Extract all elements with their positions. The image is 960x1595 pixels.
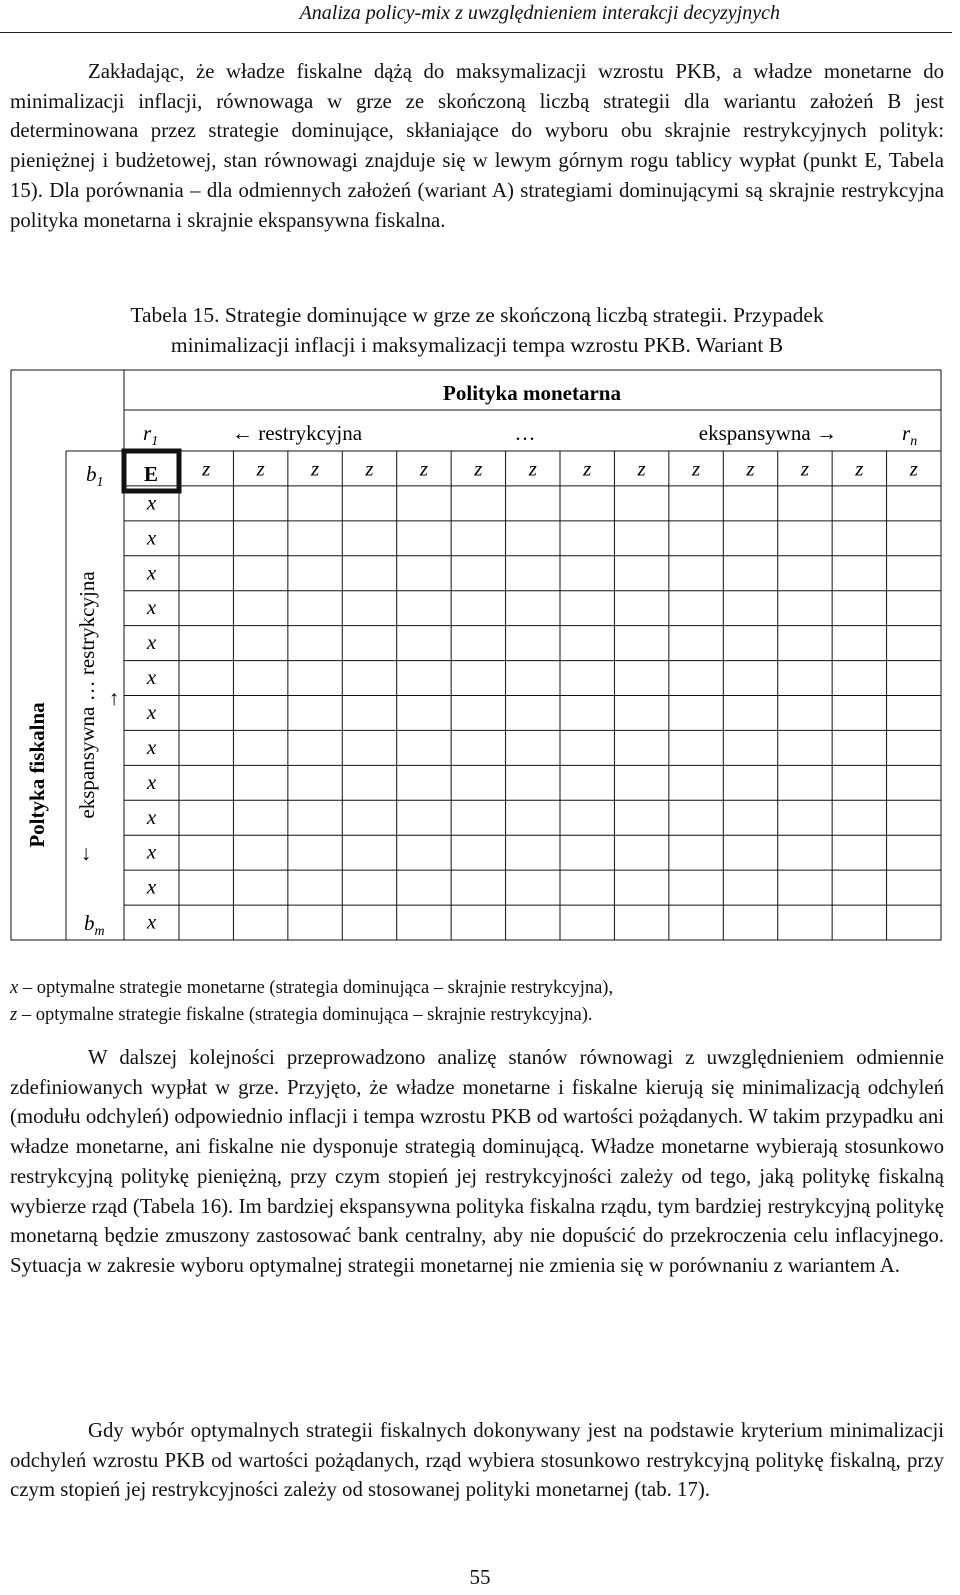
legend-z-line [10,1002,944,1029]
payoff-table [0,360,960,950]
x-cell: x [146,560,157,585]
paragraph-3: Gdy wybór optymalnych strategii fiskalnych dokonywany jest na podstawie kryterium minimalizacji odchyleń wzrostu PKB od wartości pożądanych, rząd wybiera stosunkowo restrykcyjną politykę fiskalną, przy czym stopień jej restrykcyjności zależy od stosowanej polityki monetarnej (tab. 17). [10,1419,944,1502]
row-first-label: $b_1$ [86,462,104,490]
x-cell: x [146,734,157,759]
z-cell: z [800,456,810,481]
x-cell: x [146,839,157,864]
x-cell: x [146,490,157,515]
col-ellipsis: … [514,421,536,445]
monetary-optimal-column [146,490,157,933]
row-axis-arrow-up-icon: ↑ [108,686,120,710]
legend-x-text: – optymalne strategie monetarne (strategia dominująca – skrajnie restrykcyjna), [18,978,614,998]
paragraph-1: Zakładając, że władze fiskalne dążą do maksymalizacji wzrostu PKB, a władze monetarne do minimalizacji inflacji, równowaga w grze ze skończoną liczbą strategii dla wariantu założeń B jest determinowana przez strategie dominujące, skłaniające do wyboru obu skrajnie restrykcyjnych polityk: pieniężnej i budżetowej, stan równowagi znajduje się w lewym górnym rogu tablicy wypłat (punkt E, Tabela 15). Dla porównania – dla odmiennych założeń (wariant A) strategiami dominującymi są skrajnie restrykcyjna polityka monetarna i skrajnie ekspansywna fiskalna. [10,60,944,232]
row-axis-label: ekspansywna … restrykcyjna [75,571,99,819]
running-header-title: Analiza policy-mix z uwzględnieniem interakcji decyzyjnych [299,2,780,24]
x-cell: x [146,804,157,829]
table-caption-line-2: minimalizacji inflacji i maksymalizacji tempa wzrostu PKB. Wariant B [170,333,784,357]
row-axis-arrow-down-icon: ↓ [80,841,92,865]
x-cell: x [146,699,157,724]
legend-x-line [10,975,944,1002]
z-cell: z [583,456,592,481]
x-cell: x [146,595,157,620]
paragraph-2: W dalszej kolejności przeprowadzono analizę stanów równowagi z uwzględnieniem odmiennie zdefiniowanych wypłat w grze. Przyjęto, że władze monetarne i fiskalne kierują się minimalizacją odchyleń (modułu odchyleń) odpowiednio inflacji i tempa wzrostu PKB od wartości pożądanych. W takim przypadku ani władze monetarne, ani fiskalne nie dysponuje strategią dominującą. Władze monetarne wybierają stosunkowo restrykcyjną politykę pieniężną, przy czym stopień jej restrykcyjności zależy od tego, jaką politykę fiskalną wybierze rząd (Tabela 16). Im bardziej ekspansywna polityka fiskalna rządu, tym bardziej restrykcyjną politykę monetarną będzie zmuszony zastosować bank centralny, aby nie dopuścić do przekroczenia celu inflacyjnego. Sytuacja w zakresie wyboru optymalnej strategii monetarnej nie zmienia się w porównaniu z wariantem A. [10,1046,944,1277]
page-number: 55 [469,1565,491,1589]
z-cell: z [474,456,483,481]
x-cell: x [146,909,157,934]
z-cell: z [365,456,374,481]
row-group-label: Poltyka fiskalna [25,702,49,848]
z-cell: z [202,456,211,481]
equilibrium-label: E [143,462,159,486]
x-cell: x [146,630,157,655]
table-legend [10,975,944,1029]
z-cell: z [746,456,755,481]
legend-x-symbol: x [10,978,19,998]
x-cell: x [146,525,157,550]
col-group-label: Polityka monetarna [443,381,621,405]
z-cell: z [855,456,864,481]
x-cell: x [146,665,157,690]
table-caption-line-1: Tabela 15. Strategie dominujące w grze ze skończoną liczbą strategii. Przypadek [130,303,824,327]
z-cell: z [256,456,265,481]
z-cell: z [419,456,429,481]
running-header [0,0,952,33]
z-cell: z [637,456,646,481]
col-first-label: $r_1$ [143,421,159,449]
z-cell: z [909,456,918,481]
x-cell: x [146,874,157,899]
col-restrictive-label: ← restrykcyjna [232,421,363,445]
col-expansive-label: ekspansywna → [698,421,837,445]
z-cell: z [528,456,537,481]
row-last-label: $b_m$ [84,911,105,939]
z-cell: z [310,456,320,481]
z-cell: z [691,456,701,481]
legend-z-symbol: z [10,1005,18,1025]
table-caption [10,300,944,360]
legend-z-text: – optymalne strategie fiskalne (strategia dominująca – skrajnie restrykcyjna). [17,1005,593,1025]
x-cell: x [146,769,157,794]
col-last-label: $r_n$ [902,421,918,449]
